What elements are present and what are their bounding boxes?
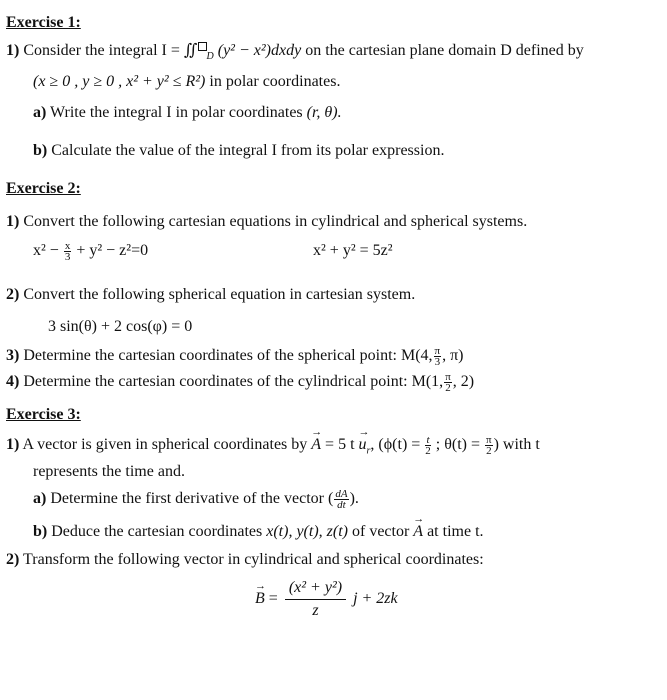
ex2-eq1-fraction xyxy=(64,241,72,262)
ex2-equation-1 xyxy=(33,241,148,262)
ex2-question-3 xyxy=(6,346,464,367)
placeholder-box-icon xyxy=(198,42,207,51)
ex3-part-b-vector: → A xyxy=(413,522,423,542)
ex2-q3-number: 3) xyxy=(6,347,20,365)
ex2-q3-text: Determine the cartesian coordinates of the spherical point: xyxy=(23,347,397,365)
ex3-q1-text: A vector is given in spherical coordinates by xyxy=(22,436,308,454)
ex2-q3-point-post: , π) xyxy=(442,347,464,365)
ex3-q1-theta-num: π xyxy=(486,434,492,446)
ex2-q3-frac-num: π xyxy=(434,345,441,357)
ex1-part-a xyxy=(33,103,342,123)
ex2-q4-frac-num: π xyxy=(445,371,451,383)
ex2-q4-point-pre: M(1, xyxy=(411,373,444,391)
ex2-q4-number: 4) xyxy=(6,373,20,391)
ex3-part-a-den: dt xyxy=(337,499,346,511)
ex2-eq1-frac-den: 3 xyxy=(64,251,71,263)
ex2-q4-fraction xyxy=(444,372,452,393)
ex3-q1-theta-den: 2 xyxy=(486,445,492,457)
exercise-3-title: Exercise 3: xyxy=(6,406,81,423)
ex1-domain-line xyxy=(33,72,340,92)
ex3-q1-eq: = 5 t xyxy=(325,436,355,454)
ex3-eq-num: (x² + y²) xyxy=(285,577,346,600)
ex1-q1-lead: Consider the integral I = ∬ xyxy=(23,42,198,59)
ex3-part-b-math: x(t), y(t), z(t) xyxy=(266,523,348,540)
ex1-q1-number: 1) xyxy=(6,42,20,59)
ex3-q1-sep: ; θ(t) = xyxy=(435,436,481,454)
ex2-q3-point-pre: M(4, xyxy=(400,347,433,365)
ex3-eq-fraction xyxy=(285,577,346,622)
ex3-eq-rhs: j + 2zk xyxy=(353,590,398,608)
ex3-part-b xyxy=(33,522,484,542)
ex3-question-1: 1) A vector is given in spherical coordinates by → A = 5 $t \to u_r$, (ϕ(t) = $\frac{t}{2}$ ; θ(t) = $\frac{\pi}{2}$ ) with t xyxy=(6,435,540,456)
ex3-part-a-text: Determine the first derivative of the vector xyxy=(50,490,324,508)
ex1-q1-integrand: (y² − x²)dxdy xyxy=(217,42,302,59)
ex3-part-b-text: Deduce the cartesian coordinates xyxy=(51,523,263,540)
ex1-part-a-text: Write the integral I in polar coordinates xyxy=(50,104,303,121)
ex2-eq1-frac-num: x xyxy=(64,240,71,252)
ex2-q2-text: Convert the following spherical equation in cartesian system. xyxy=(23,286,416,303)
ex3-part-a-label: a) xyxy=(33,490,47,508)
ex1-part-a-label: a) xyxy=(33,104,47,121)
ex3-question-2 xyxy=(6,550,484,570)
ex2-q4-text: Determine the cartesian coordinates of the cylindrical point: xyxy=(23,373,408,391)
ex3-part-a-derivative xyxy=(334,489,348,510)
ex1-part-b-label: b) xyxy=(33,142,48,159)
ex2-q1-text: Convert the following cartesian equations in cylindrical and spherical systems. xyxy=(23,213,528,230)
ex3-part-b-label: b) xyxy=(33,523,48,540)
ex2-q3-fraction xyxy=(434,346,442,367)
ex1-part-b xyxy=(33,141,444,161)
ex3-eq-lhs: → B xyxy=(255,577,265,621)
ex3-q1-number: 1) xyxy=(6,436,20,454)
ex1-q1-domain-sub: D xyxy=(206,51,214,63)
ex3-q1-theta-fraction xyxy=(485,435,493,456)
ex2-q4-frac-den: 2 xyxy=(445,382,451,394)
ex3-part-a: a) Determine the first derivative of the vector ( $\frac{dA}{dt}$ ). xyxy=(33,488,359,511)
ex3-eq-den: z xyxy=(312,602,319,619)
ex2-q3-frac-den: 3 xyxy=(434,356,441,368)
exercise-1-title: Exercise 1: xyxy=(6,14,81,31)
ex3-part-b-mid: of vector xyxy=(351,523,410,540)
ex3-q1-phi-num: t xyxy=(426,434,430,446)
ex3-q1-vector-a: → A xyxy=(311,435,321,455)
ex3-equation-b: → B = $\frac{\text{(x² + y²)}}{z}$ j + 2zk xyxy=(255,577,398,622)
ex2-q2-number: 2) xyxy=(6,286,20,303)
ex1-question-1 xyxy=(6,41,584,61)
ex1-domain: (x ≥ 0 , y ≥ 0 , x² + y² ≤ R²) xyxy=(33,73,206,90)
ex3-q2-text: Transform the following vector in cylindrical and spherical coordinates: xyxy=(23,551,484,568)
ex3-q1-unit-sub: r xyxy=(366,445,371,457)
ex2-q4-point-post: , 2) xyxy=(452,373,475,391)
ex3-q1-tail: ) with t xyxy=(493,436,540,454)
ex3-part-b-end: at time t. xyxy=(427,523,484,540)
ex3-part-a-num: dA xyxy=(335,488,348,500)
ex3-q2-number: 2) xyxy=(6,551,20,568)
ex3-q1-line-2: represents the time and. xyxy=(33,463,185,480)
ex1-q1-trail: on the cartesian plane domain D defined by xyxy=(305,42,584,59)
ex3-q1-phi-fraction xyxy=(425,435,431,456)
ex2-question-1 xyxy=(6,212,527,232)
ex2-eq1-part-b: + y² − z²=0 xyxy=(76,242,149,260)
ex2-q1-number: 1) xyxy=(6,213,20,230)
ex2-equation-2: x² + y² = 5z² xyxy=(313,242,393,259)
ex1-part-a-math: (r, θ). xyxy=(306,104,342,121)
ex3-q1-phi: (ϕ(t) = xyxy=(378,436,421,454)
ex3-q1-unit-vector: → u xyxy=(359,435,367,455)
ex2-eq1-part-a: x² − xyxy=(33,242,59,260)
exercise-2-title: Exercise 2: xyxy=(6,180,81,197)
ex1-part-b-text: Calculate the value of the integral I from its polar expression. xyxy=(51,142,445,159)
ex3-q1-phi-den: 2 xyxy=(425,445,431,457)
ex2-question-2 xyxy=(6,285,415,305)
ex1-domain-text: in polar coordinates. xyxy=(209,73,341,90)
ex2-question-4 xyxy=(6,372,474,393)
ex2-equation-3: 3 sin(θ) + 2 cos(φ) = 0 xyxy=(48,318,193,335)
